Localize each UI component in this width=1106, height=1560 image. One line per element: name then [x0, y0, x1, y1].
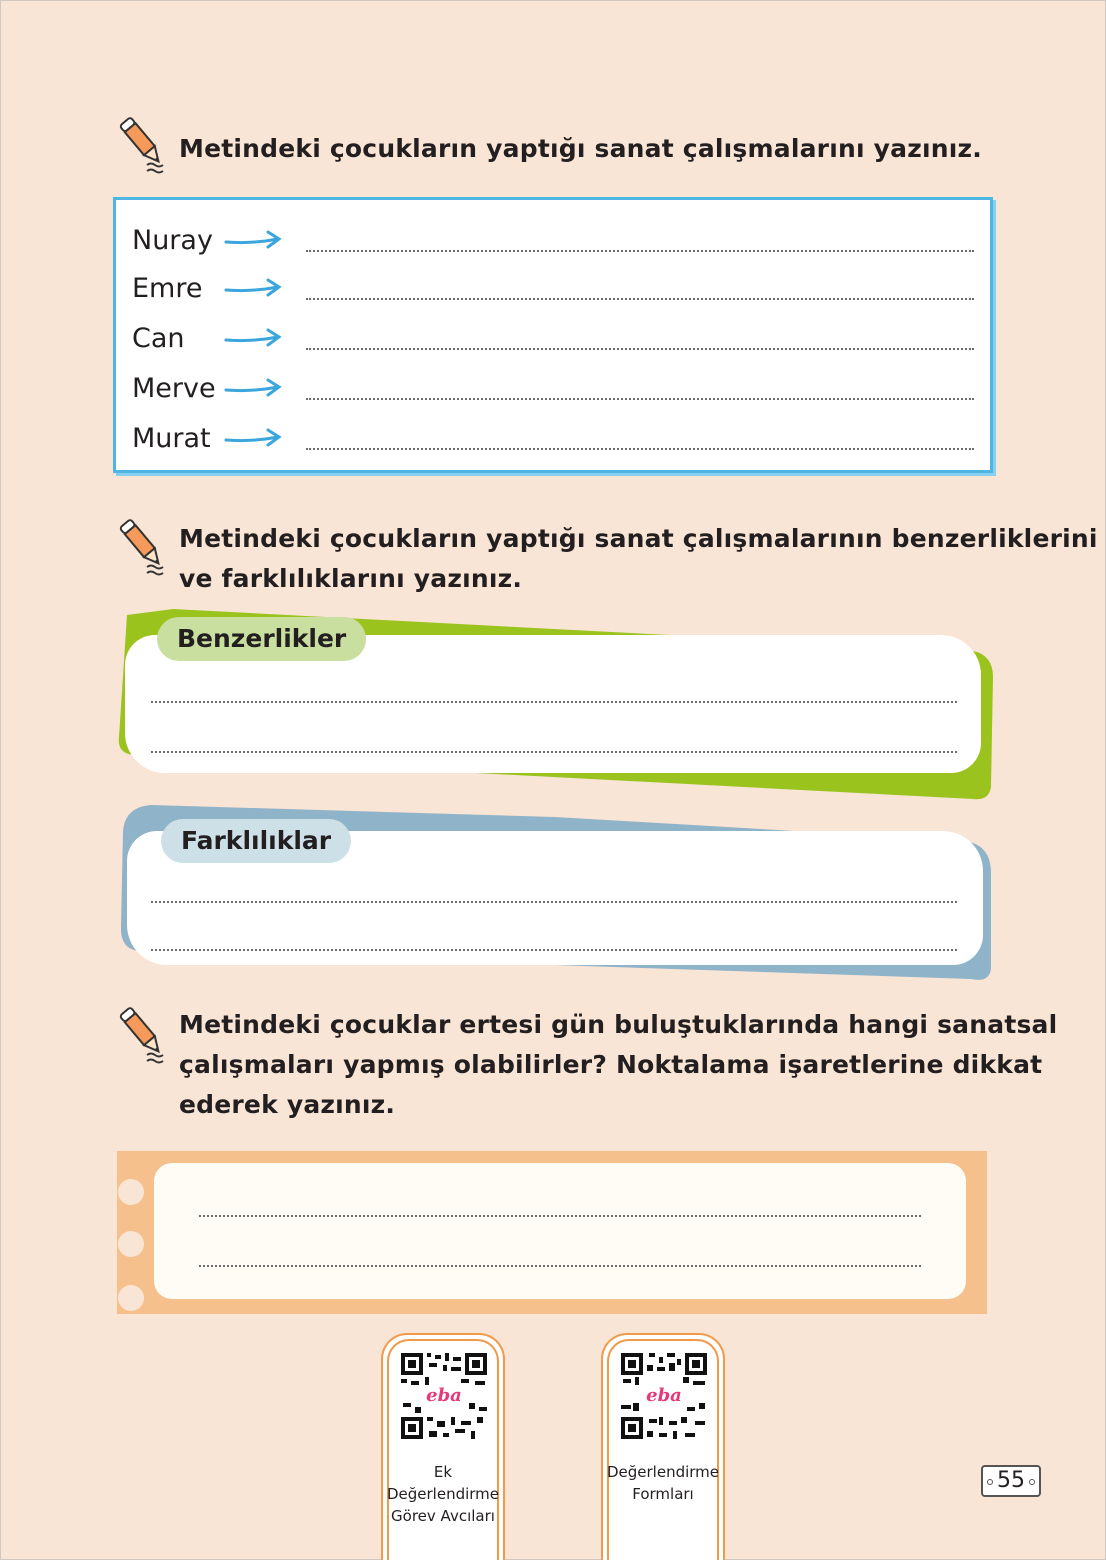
- question-2-line: Metindeki çocukların yaptığı sanat çalışmalarının benzerliklerini: [179, 524, 1098, 553]
- answer-line[interactable]: [199, 1215, 921, 1217]
- arrow-right-icon: [224, 278, 282, 298]
- question-2-line: ve farklılıklarını yazınız.: [179, 564, 523, 593]
- eba-logo: eba: [426, 1385, 462, 1406]
- question-2: [119, 515, 1098, 599]
- name-row: [132, 362, 974, 406]
- names-answer-box: [113, 197, 993, 473]
- answer-line[interactable]: [151, 901, 957, 903]
- question-2-text: [179, 519, 1098, 599]
- name-label: Murat: [132, 423, 211, 454]
- qr-code-image[interactable]: [399, 1351, 489, 1441]
- answer-line[interactable]: [306, 398, 974, 400]
- question-3-text: [179, 1005, 1057, 1125]
- name-row: [132, 262, 974, 306]
- name-row: [132, 312, 974, 356]
- binder-hole: [118, 1231, 144, 1257]
- name-label: Can: [132, 323, 185, 354]
- name-label: Merve: [132, 373, 216, 404]
- answer-line[interactable]: [151, 701, 957, 703]
- notebook-card: [154, 1163, 966, 1299]
- name-row: [132, 214, 974, 258]
- answer-line[interactable]: [151, 949, 957, 951]
- arrow-right-icon: [224, 328, 282, 348]
- differences-tab: Farklılıklar: [161, 819, 351, 863]
- qr-caption: [603, 1461, 723, 1505]
- name-label: Emre: [132, 273, 203, 304]
- answer-line[interactable]: [151, 751, 957, 753]
- qr-caption-line: Değerlendirme: [606, 1463, 720, 1481]
- question-3: [119, 1003, 1057, 1125]
- page-number: 55: [997, 1468, 1025, 1493]
- qr-caption: [383, 1461, 503, 1527]
- qr-caption-line: Ek: [433, 1463, 453, 1481]
- binder-hole: [118, 1285, 144, 1311]
- question-1: [119, 113, 982, 175]
- pencil-icon: [119, 515, 167, 577]
- answer-line[interactable]: [306, 448, 974, 450]
- answer-line[interactable]: [306, 250, 974, 252]
- qr-code-tab[interactable]: [381, 1333, 505, 1560]
- pencil-icon: [119, 1003, 167, 1065]
- decorative-dot: [1029, 1479, 1035, 1485]
- decorative-dot: [987, 1479, 993, 1485]
- qr-caption-line: Değerlendirme: [386, 1485, 500, 1503]
- qr-code-image[interactable]: [619, 1351, 709, 1441]
- binder-hole: [118, 1179, 144, 1205]
- qr-code-tab[interactable]: [601, 1333, 725, 1560]
- question-3-line: Metindeki çocuklar ertesi gün buluştuklarında hangi sanatsal: [179, 1010, 1058, 1039]
- answer-line[interactable]: [199, 1265, 921, 1267]
- arrow-right-icon: [224, 378, 282, 398]
- question-1-text: Metindeki çocukların yaptığı sanat çalışmalarını yazınız.: [179, 134, 982, 163]
- question-3-line: çalışmaları yapmış olabilirler? Noktalama işaretlerine dikkat: [179, 1050, 1043, 1079]
- similarities-tab: Benzerlikler: [157, 617, 366, 661]
- name-label: Nuray: [132, 225, 213, 256]
- page-number-badge: [981, 1465, 1041, 1497]
- qr-caption-line: Görev Avcıları: [391, 1507, 495, 1525]
- pencil-icon: [119, 113, 167, 175]
- eba-logo: eba: [646, 1385, 682, 1406]
- name-row: [132, 412, 974, 456]
- qr-caption-line: Formları: [632, 1485, 694, 1503]
- question-3-line: ederek yazınız.: [179, 1090, 396, 1119]
- answer-line[interactable]: [306, 298, 974, 300]
- answer-line[interactable]: [306, 348, 974, 350]
- arrow-right-icon: [224, 230, 282, 250]
- arrow-right-icon: [224, 428, 282, 448]
